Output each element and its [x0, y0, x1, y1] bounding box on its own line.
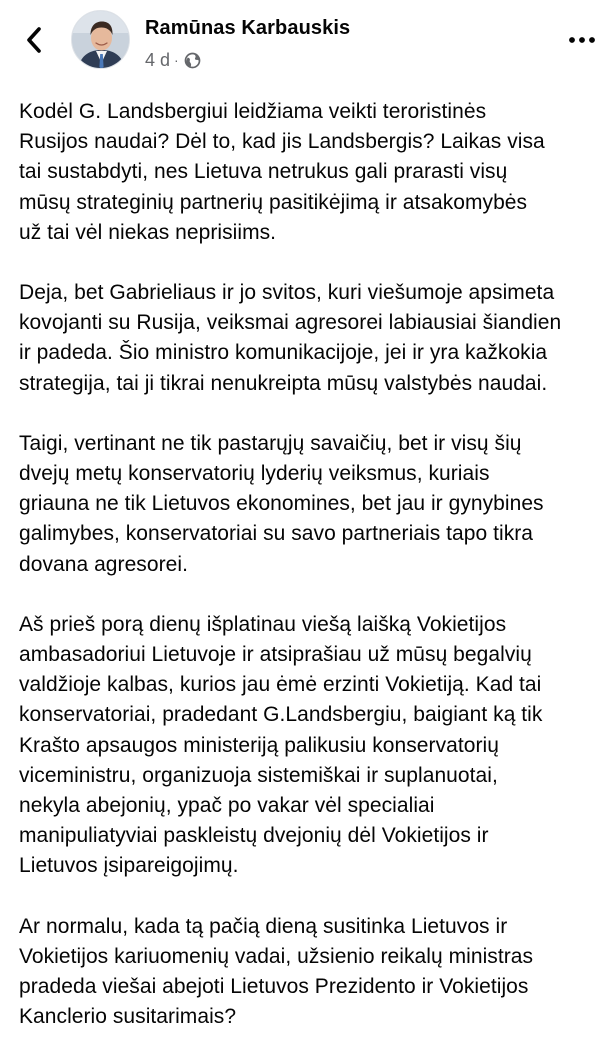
chevron-left-icon — [25, 26, 43, 54]
meta-separator: · — [174, 52, 179, 68]
post-header — [0, 0, 616, 82]
back-button[interactable] — [14, 20, 54, 60]
more-options-button[interactable] — [562, 22, 602, 58]
more-dots-icon — [568, 36, 596, 44]
post-body — [19, 97, 609, 1062]
post-paragraph: Aš prieš porą dienų išplatinau viešą laišką Vokietijos ambasadoriui Lietuvoje ir atsiprašiau už mūsų begalvių valdžioje kalbas, kurios jau ėmė erzinti Vokietiją. Kad tai konservatoriai, pradedant G.Landsbergiu, baigiant ką tik Krašto apsaugos ministeriją palikusiu konservatorių viceministru, organizuoja sistemiškai ir suplanuotai, nekyla abejonių, ypač po vakar vėl specialiai manipuliatyviai paskleistų dvejonių dėl Vokietijos ir Lietuvos įsipareigojimų. — [19, 612, 543, 878]
globe-icon — [184, 52, 201, 69]
post-paragraph: Ar normalu, kada tą pačią dieną susitinka Lietuvos ir Vokietijos kariuomenių vadai, užsienio reikalų ministras pradeda viešai abejoti Lietuvos Prezidento ir Vokietijos Kanclerio susitarimais? — [19, 914, 534, 1029]
post-time[interactable]: 4 d — [145, 49, 171, 70]
post-paragraph: Kodėl G. Landsbergiui leidžiama veikti teroristinės Rusijos naudai? Dėl to, kad jis Landsbergis? Laikas visa tai sustabdyti, nes Lietuva netrukus gali prarasti visų mūsų strateginių partnerių pasitikėjimą ir atsakomybės už tai vėl niekas neprisiims. — [19, 100, 545, 244]
avatar[interactable] — [71, 10, 130, 69]
post-paragraph: Deja, bet Gabrieliaus ir jo svitos, kuri viešumoje apsimeta kovojanti su Rusija, veiksmai agresorei labiausiai šiandien ir padeda. Šio ministro komunikacijoje, jei ir yra kažkokia strategija, tai ji tikrai nenukreipta mūsų valstybės naudai. — [19, 281, 562, 395]
post-paragraph: Taigi, vertinant ne tik pastarųjų savaičių, bet ir visų šių dvejų metų konservatorių lyderių veiksmus, kuriais griauna ne tik Lietuvos ekonomines, bet jau ir gynybines galimybes, konservatoriai su savo partneriais tapo tikra dovana agresorei. — [19, 431, 544, 576]
profile-photo — [72, 11, 130, 69]
author-name[interactable]: Ramūnas Karbauskis — [145, 17, 351, 39]
post-meta — [145, 49, 201, 71]
